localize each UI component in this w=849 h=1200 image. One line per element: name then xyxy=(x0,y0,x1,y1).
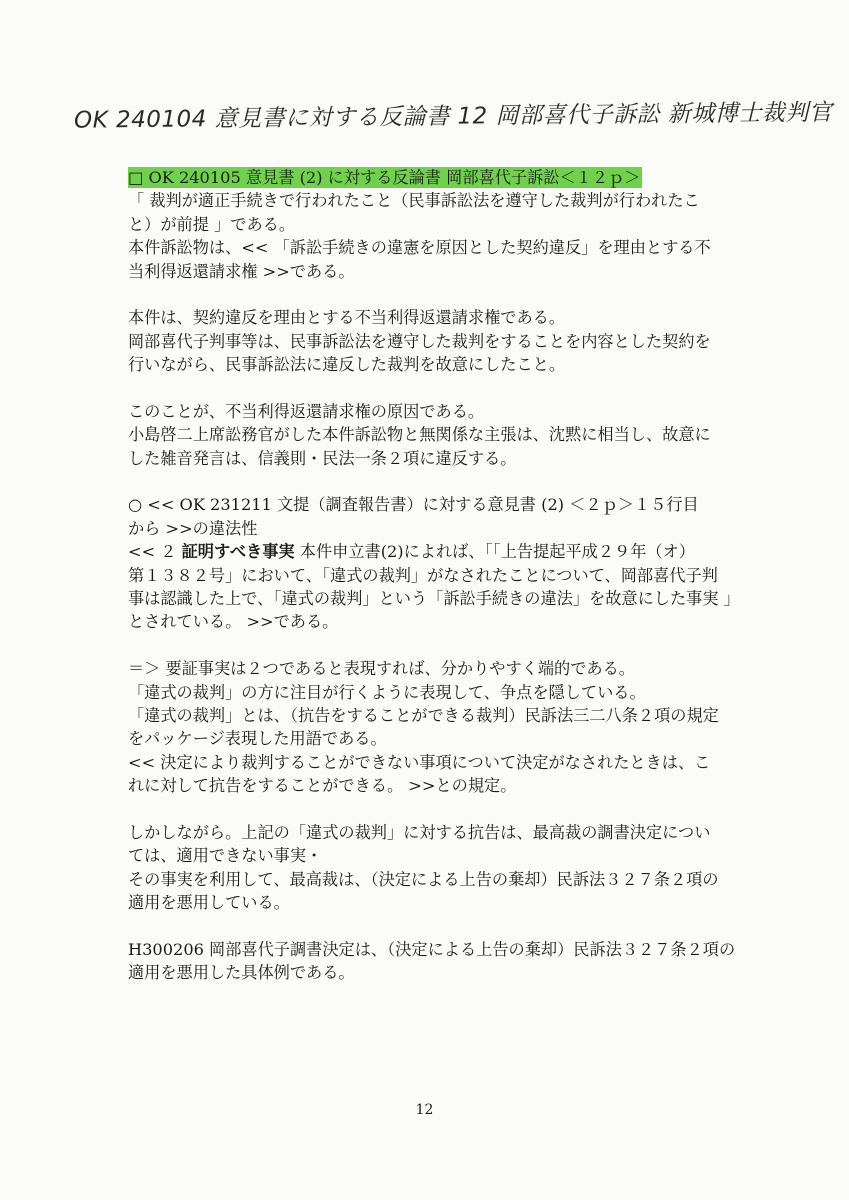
text-line: ては、適用できない事実・ xyxy=(128,846,323,866)
text-line xyxy=(128,540,774,563)
text-line: 本件は、契約違反を理由とする不当利得返還請求権である。 xyxy=(128,308,566,328)
text-line: 事は認識した上で、「違式の裁判」という「訴訟手続きの違法」を故意にした事実 」 xyxy=(128,589,740,609)
text-line: をパッケージ表現した用語である。 xyxy=(128,729,387,749)
handwritten-title: OK 240104 意見書に対する反論書 12 岡部喜代子訴訟 新城博士裁判官 xyxy=(73,99,833,134)
text-line: 小島啓二上席訟務官がした本件訴訟物と無関係な主張は、沈黙に相当し、故意に xyxy=(128,425,711,445)
text-line: 本件訴訟物は、<< 「訴訟手続きの違憲を原因とした契約違反」を理由とする不 xyxy=(128,238,711,258)
text-line: 第１３８２号」において、「違式の裁判」がなされたことについて、岡部喜代子判 xyxy=(128,565,718,585)
blank-line xyxy=(128,377,774,400)
blank-line xyxy=(128,915,774,938)
bold-phrase: 証明すべき事実 xyxy=(181,542,295,562)
text-line: 「違式の裁判」の方に注目が行くように表現して、争点を隠している。 xyxy=(128,682,646,702)
blank-line xyxy=(128,470,774,493)
text-prefix: << ２ xyxy=(128,542,182,562)
text-line: 適用を悪用している。 xyxy=(128,893,290,913)
text-line: その事実を利用して、最高裁は、（決定による上告の棄却）民訴法３２７条２項の xyxy=(128,869,719,889)
text-line: 岡部喜代子判事等は、民事訴訟法を遵守した裁判をすることを内容とした契約を xyxy=(128,331,711,351)
text-line: した雑音発言は、信義則・民法一条２項に違反する。 xyxy=(128,448,517,468)
text-line: から >>の違法性 xyxy=(128,518,258,538)
text-suffix: 本件申立書(2)によれば、「「上告提起平成２９年（オ） xyxy=(294,542,695,562)
text-line: ○ << OK 231211 文提（調査報告書）に対する意見書 (2) ＜２ｐ＞１５行目 xyxy=(128,495,699,515)
page-number: 12 xyxy=(415,1102,434,1118)
text-line: 適用を悪用した具体例である。 xyxy=(128,963,355,983)
text-line: << 決定により裁判することができない事項について決定がなされたときは、こ xyxy=(128,752,711,772)
text-line: 「 裁判が適正手続きで行われたこと（民事訴訟法を遵守した裁判が行われたこ xyxy=(128,191,700,211)
text-line: このことが、不当利得返還請求権の原因である。 xyxy=(128,401,485,421)
text-line: H300206 岡部喜代子調書決定は、（決定による上告の棄却）民訴法３２７条２項の xyxy=(128,939,736,959)
highlighted-heading: □ OK 240105 意見書 (2) に対する反論書 岡部喜代子訴訟＜１２ｐ＞ xyxy=(128,168,641,187)
text-line: 当利得返還請求権 >>である。 xyxy=(128,261,355,281)
text-line: しかしながら。上記の「違式の裁判」に対する抗告は、最高裁の調書決定につい xyxy=(128,822,711,842)
text-line: ＝＞ 要証事実は２つであると表現すれば、分かりやすく端的である。 xyxy=(128,659,635,679)
blank-line xyxy=(128,798,774,821)
document-body xyxy=(128,166,774,985)
heading-line xyxy=(128,166,774,189)
text-line: れに対して抗告をすることができる。 >>との規定。 xyxy=(128,776,517,796)
text-line: 行いながら、民事訴訟法に違反した裁判を故意にしたこと。 xyxy=(128,355,566,375)
text-line: とされている。 >>である。 xyxy=(128,612,339,632)
text-line: と）が前提 」である。 xyxy=(128,214,296,234)
text-line: 「違式の裁判」とは、（抗告をすることができる裁判）民訴法三二八条２項の規定 xyxy=(128,705,719,725)
blank-line xyxy=(128,634,774,657)
blank-line xyxy=(128,283,774,306)
